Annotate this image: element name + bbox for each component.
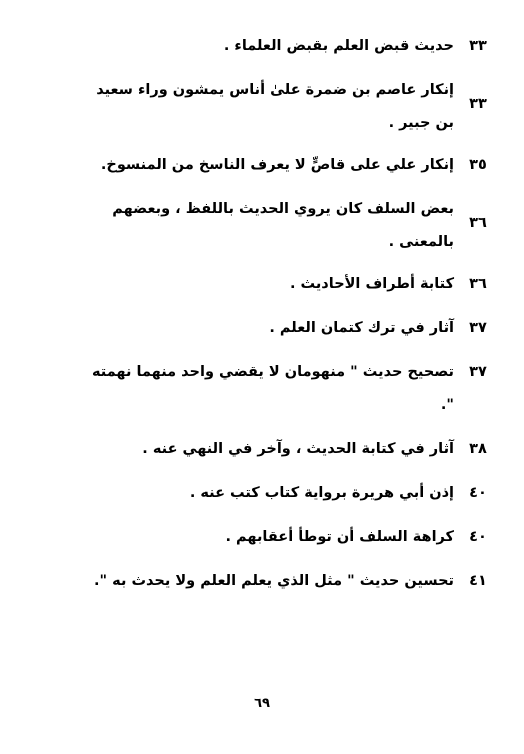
toc-entry	[76, 565, 502, 598]
toc-entry	[76, 356, 502, 422]
toc-entry-page: ٣٥	[469, 157, 487, 173]
toc-entry-page: ٤٠	[469, 529, 487, 545]
toc-entry-page: ٣٣	[469, 38, 487, 54]
toc-entry-page: ٣٦	[469, 276, 487, 292]
toc-entry	[76, 521, 502, 554]
toc-entry-title: حديث قبض العلم بقبض العلماء .	[223, 38, 454, 54]
toc-entry	[76, 30, 502, 63]
toc-entry-page: ٣٧	[469, 320, 487, 336]
table-of-contents	[76, 30, 502, 609]
toc-entry-title: بعض السلف كان يروي الحديث باللفظ ، وبعضهم بالمعنى .	[112, 201, 454, 250]
page-number: ٦٩	[254, 696, 270, 711]
toc-entry-title: إذن أبي هريرة برواية كتاب كتب عنه .	[189, 485, 454, 501]
toc-entry-page: ٤١	[469, 573, 487, 589]
toc-entry	[76, 193, 502, 259]
toc-entry	[76, 312, 502, 345]
toc-entry-title: إنكار عاصم بن ضمرة علىٰ أناس يمشون وراء سعيد بن جبير .	[96, 82, 454, 131]
toc-entry-page: ٣٧	[469, 364, 487, 380]
toc-entry	[76, 268, 502, 301]
toc-entry-title: كراهة السلف أن توطأ أعقابهم .	[225, 529, 454, 545]
toc-entry-title: إنكار علي على قاصٍّ لا يعرف الناسخ من المنسوخ.	[100, 157, 454, 173]
toc-entry-title: آثار في ترك كتمان العلم .	[269, 320, 454, 336]
toc-entry-page: ٣٣	[469, 96, 487, 112]
toc-entry-title: تحسين حديث " مثل الذي يعلم العلم ولا يحدث به ".	[94, 573, 454, 589]
toc-entry	[76, 74, 502, 140]
toc-entry-page: ٣٦	[469, 215, 487, 231]
toc-entry	[76, 477, 502, 510]
toc-entry-title: تصحيح حديث " منهومان لا يقضي واحد منهما نهمته ".	[92, 364, 454, 413]
toc-entry-page: ٤٠	[469, 485, 487, 501]
toc-entry	[76, 433, 502, 466]
toc-entry-title: آثار في كتابة الحديث ، وآخر في النهي عنه .	[142, 441, 454, 457]
toc-entry-page: ٣٨	[469, 441, 487, 457]
toc-entry-title: كتابة أطراف الأحاديث .	[289, 276, 454, 292]
toc-entry	[76, 149, 502, 182]
